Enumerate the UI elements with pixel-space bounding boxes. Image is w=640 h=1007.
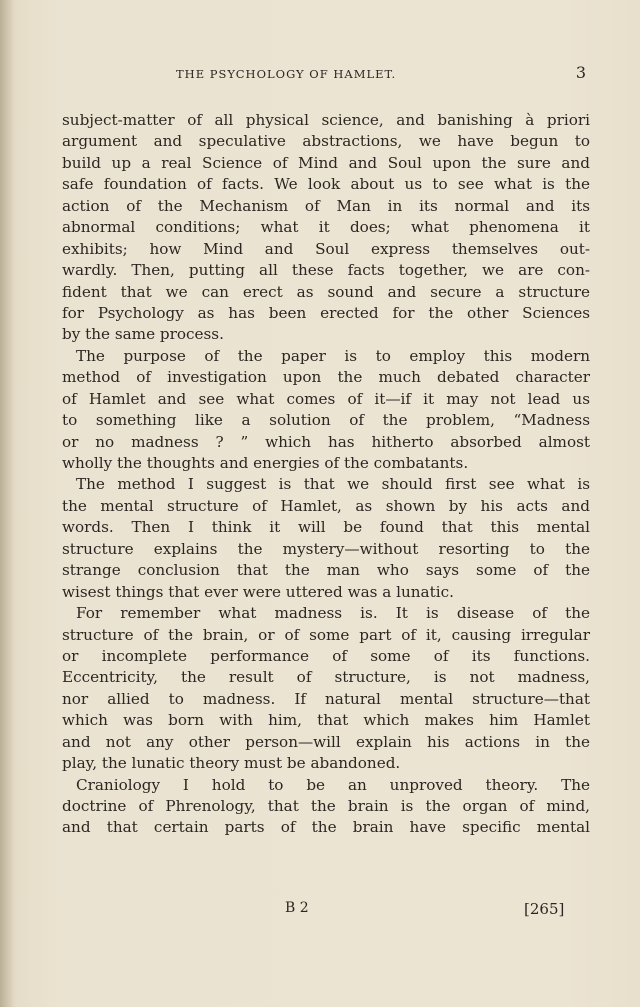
text-line: fident that we can erect as sound and secure a structure — [62, 282, 590, 301]
text-line: subject-matter of all physical science, and banishing à priori — [62, 111, 590, 129]
text-line: or incomplete performance of some of its functions. — [62, 646, 590, 665]
bracket-page-number: [265] — [524, 900, 565, 918]
text-line: action of the Mechanism of Man in its normal and its — [62, 196, 590, 215]
text-line: Craniology I hold to be an unproved theory. The — [76, 775, 590, 794]
page-gutter — [0, 0, 14, 1007]
text-line: which was born with him, that which makes him Hamlet — [62, 711, 590, 730]
text-line: Eccentricity, the result of structure, is not madness, — [62, 668, 590, 687]
text-line: structure of the brain, or of some part of it, causing irregular — [62, 625, 590, 644]
text-line: and that certain parts of the brain have specific mental — [62, 818, 590, 837]
running-title: THE PSYCHOLOGY OF HAMLET. — [176, 67, 397, 81]
text-line: The purpose of the paper is to employ this modern — [76, 346, 590, 365]
text-line: The method I suggest is that we should first see what is — [76, 475, 590, 494]
text-line: of Hamlet and see what comes of it—if it may not lead us — [62, 389, 590, 408]
body-text — [62, 110, 590, 839]
text-line: for Psychology as has been erected for the other Sciences — [62, 303, 590, 322]
text-line: play, the lunatic theory must be abandoned. — [62, 754, 401, 773]
text-line: words. Then I think it will be found that this mental — [62, 518, 590, 537]
text-line: build up a real Science of Mind and Soul upon the sure and — [62, 153, 590, 172]
text-line: argument and speculative abstractions, we have begun to — [62, 132, 590, 151]
text-line: wisest things that ever were uttered was a lunatic. — [62, 582, 454, 601]
text-line: wardly. Then, putting all these facts together, we are con- — [62, 261, 590, 280]
page-number: 3 — [575, 63, 586, 82]
text-line: method of investigation upon the much debated character — [62, 368, 590, 387]
text-line: to something like a solution of the problem, “Madness — [62, 411, 590, 430]
text-line: wholly the thoughts and energies of the combatants. — [62, 454, 469, 472]
signature-mark: B 2 — [285, 900, 309, 916]
running-head — [116, 63, 586, 87]
text-line: structure explains the mystery—without resorting to the — [62, 539, 590, 558]
text-line: nor allied to madness. If natural mental structure—that — [62, 689, 590, 708]
text-line: strange conclusion that the man who says some of the — [62, 561, 590, 580]
text-line: by the same process. — [62, 325, 224, 344]
text-line: safe foundation of facts. We look about us to see what is the — [62, 175, 590, 194]
text-line: doctrine of Phrenology, that the brain is the organ of mind, — [62, 797, 590, 815]
text-line: and not any other person—will explain his actions in the — [62, 732, 590, 751]
text-line: abnormal conditions; what it does; what phenomena it — [62, 218, 590, 237]
text-line: For remember what madness is. It is disease of the — [76, 604, 590, 623]
text-line: or no madness ? ” which has hitherto absorbed almost — [62, 432, 590, 451]
text-line: the mental structure of Hamlet, as shown by his acts and — [62, 496, 590, 515]
text-line: exhibits; how Mind and Soul express themselves out- — [62, 239, 590, 258]
